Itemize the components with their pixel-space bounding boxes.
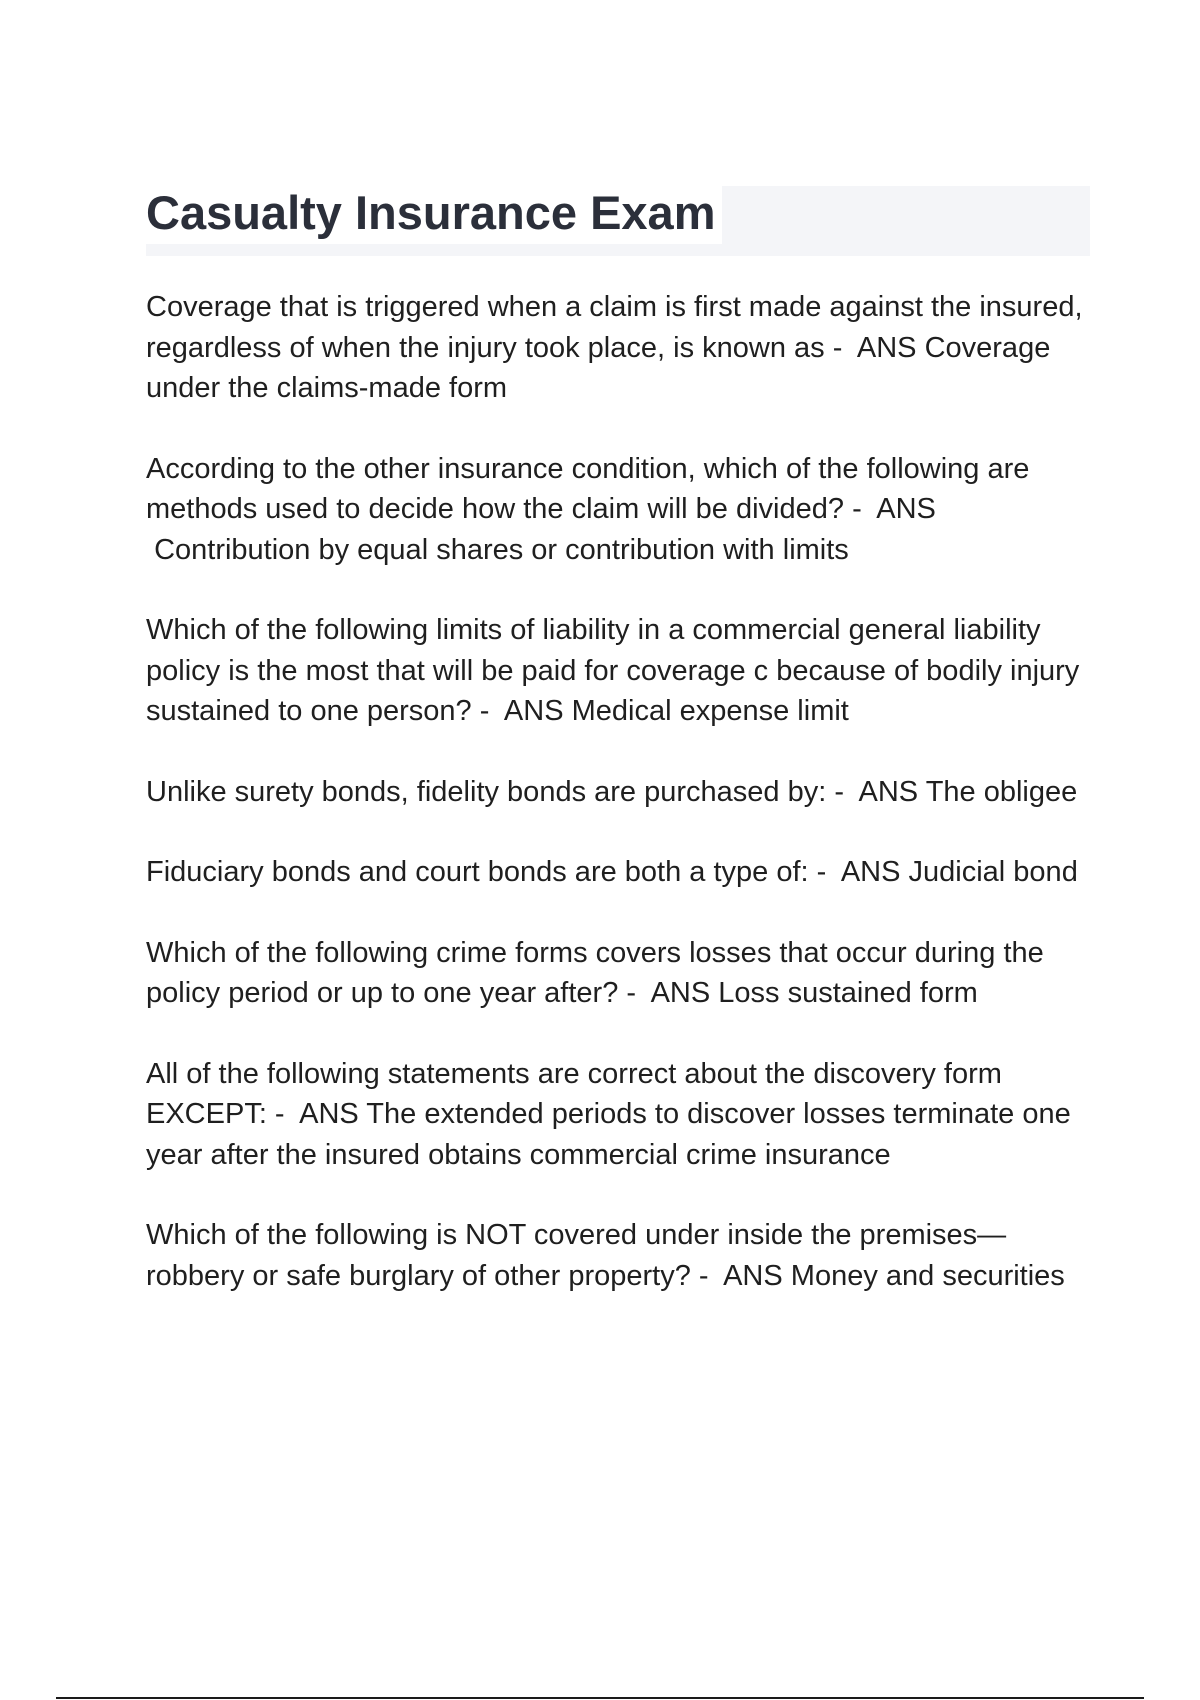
answer-text: Loss sustained form	[718, 977, 978, 1009]
answer-text: Medical expense limit	[571, 695, 849, 727]
qa-item: Which of the following crime forms covers losses that occur during the policy period or up to one year after? - ANS Loss sustained form	[146, 936, 1044, 1009]
question-text: Unlike surety bonds, fidelity bonds are purchased by:	[146, 775, 827, 808]
qa-item: According to the other insurance condition, which of the following are methods used to decide how the claim will be divided? - ANS Contribution by equal shares or contribution with limits	[146, 452, 1030, 566]
question-text: According to the other insurance condition, which of the following are methods used to decide how the claim will be divided?	[146, 452, 1030, 525]
qa-item: All of the following statements are correct about the discovery form EXCEPT: - ANS The extended periods to discover losses terminate one year after the insured obtains commercial crime insurance	[146, 1057, 1071, 1171]
answer-text: Contribution by equal shares or contribution with limits	[154, 533, 849, 566]
answer-marker: ANS	[876, 493, 936, 525]
question-text: Which of the following crime forms covers losses that occur during the policy period or up to one year after?	[146, 936, 1044, 1009]
qa-item: Unlike surety bonds, fidelity bonds are purchased by: - ANS The obligee	[146, 775, 1078, 808]
question-text: Coverage that is triggered when a claim is first made against the insured, regardless of when the injury took place, is known as	[146, 291, 1083, 364]
document-title: Casualty Insurance Exam	[146, 182, 722, 244]
answer-marker: ANS	[840, 856, 901, 888]
question-text: All of the following statements are correct about the discovery form EXCEPT:	[146, 1057, 1002, 1130]
answer-marker: ANS	[856, 331, 917, 364]
question-text: Fiduciary bonds and court bonds are both a type of:	[146, 856, 809, 888]
question-text: Which of the following limits of liability in a commercial general liability policy is the most that will be paid for coverage c because of bodily injury sustained to one person?	[146, 614, 1080, 727]
qa-item: Which of the following is NOT covered under inside the premises—robbery or safe burglary of other property? - ANS Money and securities	[146, 1219, 1065, 1292]
answer-text: Money and securities	[790, 1259, 1065, 1292]
footer-divider	[56, 1697, 1144, 1699]
qa-item: Which of the following limits of liability in a commercial general liability policy is the most that will be paid for coverage c because of bodily injury sustained to one person? - ANS Medical expense limit	[146, 614, 1080, 727]
answer-text: The extended periods to discover losses terminate one year after the insured obtains commercial crime insurance	[146, 1098, 1071, 1171]
answer-marker: ANS	[299, 1098, 359, 1130]
qa-item: Coverage that is triggered when a claim is first made against the insured, regardless of when the injury took place, is known as - ANS Coverage under the claims-made form	[146, 291, 1083, 404]
answer-marker: ANS	[858, 775, 919, 808]
answer-marker: ANS	[503, 695, 564, 727]
answer-marker: ANS	[650, 977, 711, 1009]
answer-marker: ANS	[723, 1259, 783, 1292]
answer-text: Coverage under the claims-made form	[146, 331, 1051, 404]
qa-list	[146, 287, 1086, 1336]
answer-text: Judicial bond	[908, 856, 1078, 888]
answer-text: The obligee	[925, 775, 1078, 808]
question-text: Which of the following is NOT covered under inside the premises—robbery or safe burglary of other property?	[146, 1219, 1007, 1292]
qa-item: Fiduciary bonds and court bonds are both a type of: - ANS Judicial bond	[146, 856, 1078, 888]
